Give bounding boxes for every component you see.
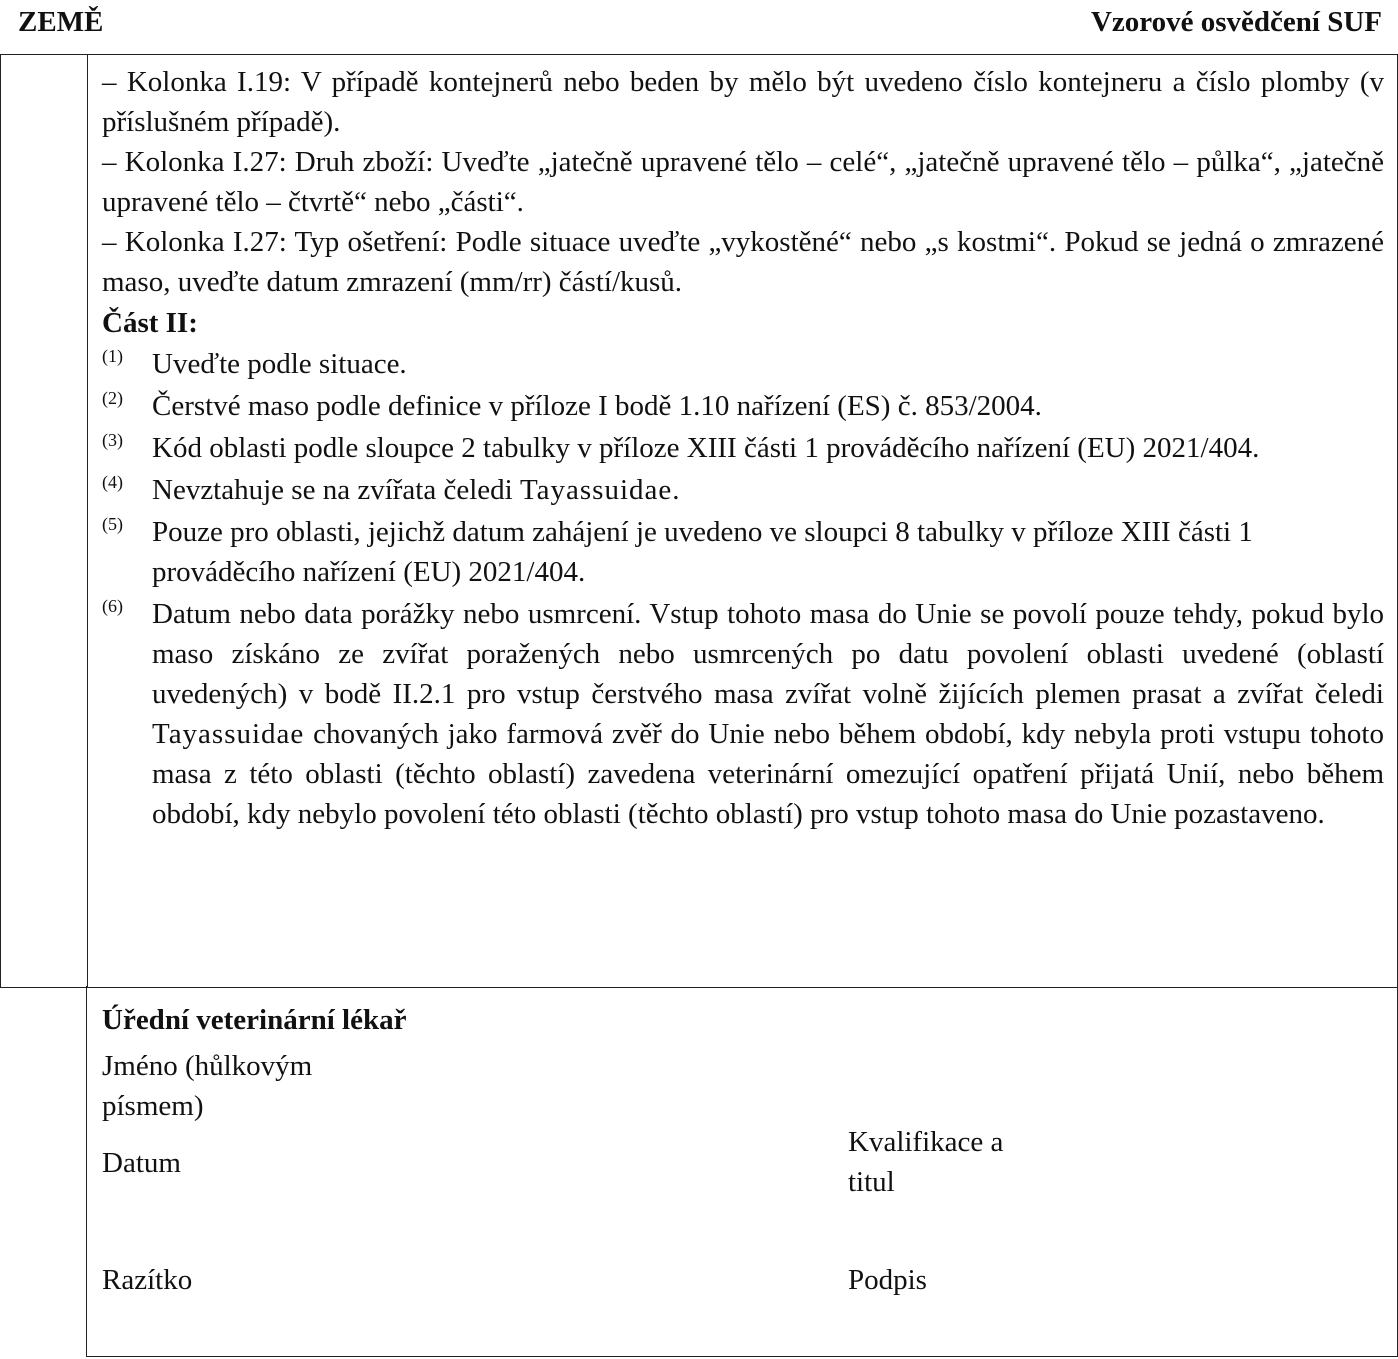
note-box-i27-treatment: – Kolonka I.27: Typ ošetření: Podle situace uveďte „vykostěné“ nebo „s kostmi“. Pokud se jedná o zmrazené maso, uveďte datum zmrazení (mm/rr) částí/kusů.	[102, 226, 1384, 298]
part-ii-heading: Část II:	[102, 307, 198, 339]
country-header: ZEMĚ	[18, 6, 104, 38]
signature-box	[86, 986, 1398, 1357]
qualification-field-label: Kvalifikace a titul	[848, 1126, 1004, 1198]
footnote-mark: (6)	[102, 596, 123, 616]
footnote-mark: (4)	[102, 472, 123, 492]
footnote-text: Nevztahuje se na zvířata čeledi	[152, 474, 520, 506]
footnote-text: Pouze pro oblasti, jejichž datum zahájení je uvedeno ve sloupci 8 tabulky v příloze XIII části 1 prováděcího nařízení (EU) 2021/404.	[152, 516, 1253, 588]
signature-field-label: Podpis	[848, 1264, 927, 1296]
footnote-text: Čerstvé maso podle definice v příloze I bodě 1.10 nařízení (ES) č. 853/2004.	[152, 390, 1042, 422]
footnote-text-end: chovaných jako farmová zvěř do Unie nebo během období, kdy nebyla proti vstupu tohoto masa z této oblasti (těchto oblastí) zavedena veterinární omezující opatření přijatá Unií, nebo během období, kdy nebylo povolení této oblasti (těchto oblastí) pro vstup tohoto masa do Unie pozastaveno.	[152, 718, 1384, 830]
footnote-4	[102, 470, 1384, 510]
footnote-mark: (1)	[102, 346, 123, 366]
footnote-taxon: Tayassuidae	[152, 718, 305, 750]
note-box-i19: – Kolonka I.19: V případě kontejnerů nebo beden by mělo být uvedeno číslo kontejneru a číslo plomby (v příslušném případě).	[102, 66, 1384, 138]
footnote-mark: (3)	[102, 430, 123, 450]
footnote-taxon: Tayassuidae	[519, 474, 673, 506]
notes-content	[102, 62, 1384, 834]
date-field-label: Datum	[102, 1147, 181, 1179]
footnote-text-end: .	[672, 474, 680, 506]
official-vet-title: Úřední veterinární lékař	[102, 1004, 407, 1036]
footnote-2	[102, 386, 1384, 426]
footnote-text: Kód oblasti podle sloupce 2 tabulky v příloze XIII části 1 prováděcího nařízení (EU) 2021/404.	[152, 432, 1260, 464]
note-box-i27-commodity: – Kolonka I.27: Druh zboží: Uveďte „jatečně upravené tělo – celé“, „jatečně upravené tělo – půlka“, „jatečně upravené tělo – čtvrtě“ nebo „části“.	[102, 146, 1384, 218]
footnote-1	[102, 344, 1384, 384]
footnote-mark: (2)	[102, 388, 123, 408]
footnote-mark: (5)	[102, 514, 123, 534]
footnote-text: Datum nebo data porážky nebo usmrcení. Vstup tohoto masa do Unie se povolí pouze tehdy, pokud bylo maso získáno ze zvířat poražených nebo usmrcených po datu povolení oblasti uvedené (oblastí uvedených) v bodě II.2.1 pro vstup čerstvého masa zvířat volně žijících plemen prasat a zvířat čeledi	[152, 598, 1384, 710]
name-field-label: Jméno (hůlkovým písmem)	[102, 1050, 313, 1122]
footnote-3	[102, 428, 1384, 468]
certificate-title: Vzorové osvědčení SUF	[1090, 6, 1382, 38]
footnote-6	[102, 594, 1384, 834]
column-divider	[87, 55, 88, 987]
footnote-text: Uveďte podle situace.	[152, 348, 407, 380]
stamp-field-label: Razítko	[102, 1264, 193, 1296]
footnote-5	[102, 512, 1384, 592]
